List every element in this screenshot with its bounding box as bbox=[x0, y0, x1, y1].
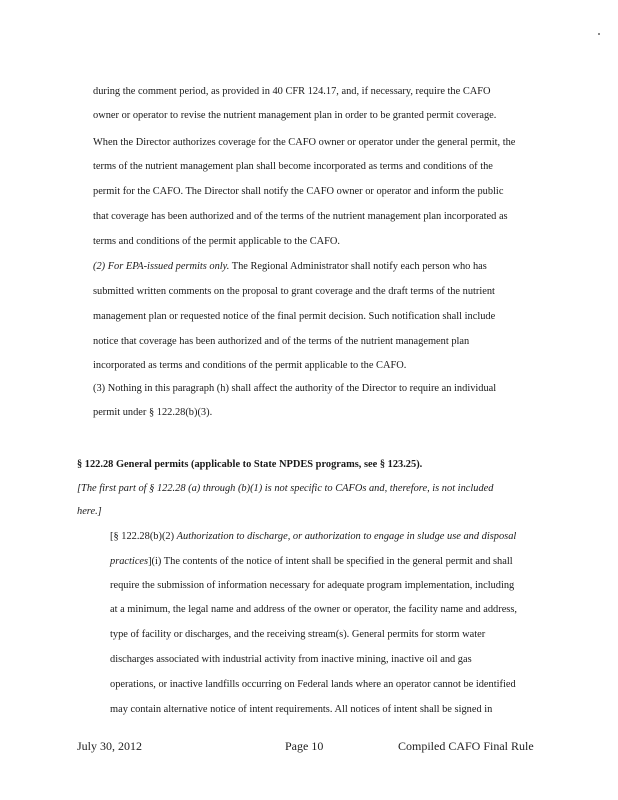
text-line: management plan or requested notice of the final permit decision. Such notification shall include bbox=[93, 311, 496, 322]
text-line: terms of the nutrient management plan shall become incorporated as terms and conditions of the bbox=[93, 161, 493, 172]
text-line: require the submission of information necessary for adequate program implementation, including bbox=[110, 580, 515, 591]
text-line: [§ 122.28(b)(2) Authorization to discharge, or authorization to engage in sludge use and disposal bbox=[110, 531, 517, 542]
text-line: notice that coverage has been authorized and of the terms of the nutrient management plan bbox=[93, 336, 470, 347]
text-line: during the comment period, as provided in 40 CFR 124.17, and, if necessary, require the CAFO bbox=[93, 86, 491, 97]
text-line: practices](i) The contents of the notice of intent shall be specified in the general permit and shall bbox=[110, 556, 513, 567]
text-line: owner or operator to revise the nutrient management plan in order to be granted permit coverage. bbox=[93, 110, 497, 121]
footer-page: Page 10 bbox=[285, 739, 324, 753]
text-line: at a minimum, the legal name and address of the owner or operator, the facility name and address, bbox=[110, 604, 517, 615]
text-line: may contain alternative notice of intent requirements. All notices of intent shall be signed in bbox=[110, 704, 493, 715]
section-note-line: here.] bbox=[77, 506, 102, 517]
text-line: discharges associated with industrial activity from inactive mining, inactive oil and gas bbox=[110, 654, 472, 665]
text-line: permit for the CAFO. The Director shall notify the CAFO owner or operator and inform the public bbox=[93, 186, 504, 197]
text-line: When the Director authorizes coverage for the CAFO owner or operator under the general permit, the bbox=[93, 137, 516, 148]
section-note-line: [The first part of § 122.28 (a) through (b)(1) is not specific to CAFOs and, therefore, is not included bbox=[77, 483, 494, 494]
text-line: type of facility or discharges, and the receiving stream(s). General permits for storm water bbox=[110, 629, 486, 640]
text-line: submitted written comments on the proposal to grant coverage and the draft terms of the nutrient bbox=[93, 286, 495, 297]
text-line: incorporated as terms and conditions of the permit applicable to the CAFO. bbox=[93, 360, 407, 371]
scan-speck bbox=[598, 33, 600, 35]
text-line: (2) For EPA-issued permits only. The Regional Administrator shall notify each person who has bbox=[93, 261, 487, 272]
text-line: terms and conditions of the permit applicable to the CAFO. bbox=[93, 236, 341, 247]
text-line: that coverage has been authorized and of the terms of the nutrient management plan incorporated as bbox=[93, 211, 508, 222]
section-heading: § 122.28 General permits (applicable to State NPDES programs, see § 123.25). bbox=[77, 459, 423, 470]
epa-permits-lead: (2) For EPA-issued permits only. bbox=[93, 261, 230, 272]
text-line: operations, or inactive landfills occurring on Federal lands where an operator cannot be identified bbox=[110, 679, 516, 690]
footer-date: July 30, 2012 bbox=[77, 739, 143, 753]
text-line: permit under § 122.28(b)(3). bbox=[93, 407, 213, 418]
footer-title: Compiled CAFO Final Rule bbox=[398, 739, 534, 753]
text-line: (3) Nothing in this paragraph (h) shall affect the authority of the Director to require an individual bbox=[93, 383, 497, 394]
